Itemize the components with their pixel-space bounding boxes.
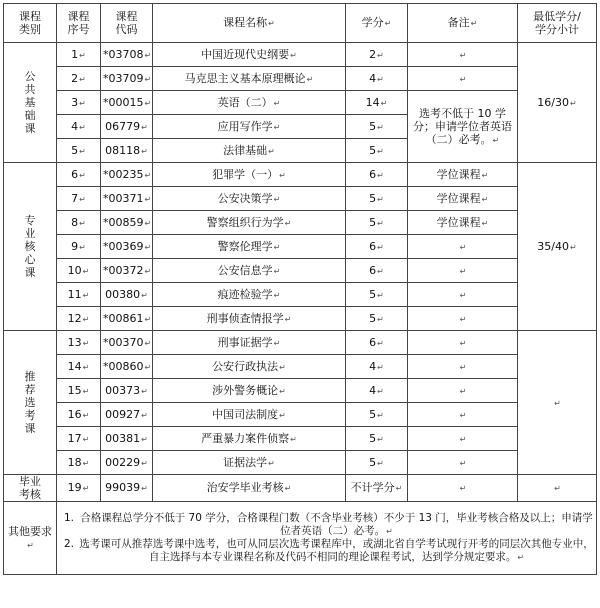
paragraph-mark: ↵ xyxy=(459,290,467,300)
paragraph-mark: ↵ xyxy=(141,410,148,420)
paragraph-mark: ↵ xyxy=(144,266,152,276)
header-note: 备注↵ xyxy=(408,4,518,43)
course-credit: 2↵ xyxy=(346,43,408,67)
paragraph-mark: ↵ xyxy=(273,98,281,108)
course-note xyxy=(408,307,518,331)
course-seq: 5↵ xyxy=(57,139,101,163)
course-credit: 5↵ xyxy=(346,283,408,307)
paragraph-mark: ↵ xyxy=(554,398,561,408)
course-code: *00861↵ xyxy=(101,307,153,331)
course-code: 00380↵ xyxy=(101,283,153,307)
paragraph-mark: ↵ xyxy=(377,314,384,324)
course-name: 公安决策学↵ xyxy=(153,187,346,211)
course-seq: 8↵ xyxy=(57,211,101,235)
course-code: 00381↵ xyxy=(101,427,153,451)
paragraph-mark: ↵ xyxy=(377,218,384,228)
min-credit-summary: 35/40↵ xyxy=(518,163,597,331)
course-code: *00235↵ xyxy=(101,163,153,187)
course-name: 证据法学↵ xyxy=(153,451,346,475)
paragraph-mark: ↵ xyxy=(570,242,577,252)
course-row xyxy=(4,67,597,91)
course-name: 法律基础↵ xyxy=(153,139,346,163)
paragraph-mark: ↵ xyxy=(79,242,86,252)
paragraph-mark: ↵ xyxy=(377,74,384,84)
paragraph-mark: ↵ xyxy=(144,314,152,324)
paragraph-mark: ↵ xyxy=(279,386,286,396)
paragraph-mark: ↵ xyxy=(79,74,86,84)
paragraph-mark: ↵ xyxy=(290,434,297,444)
course-credit: 不计学分↵ xyxy=(346,475,408,502)
paragraph-mark: ↵ xyxy=(273,338,281,348)
course-seq: 6↵ xyxy=(57,163,101,187)
exam-plan-table xyxy=(3,3,597,575)
paragraph-mark: ↵ xyxy=(268,458,275,468)
course-row xyxy=(4,187,597,211)
course-note xyxy=(408,331,518,355)
paragraph-mark: ↵ xyxy=(79,50,86,60)
paragraph-mark: ↵ xyxy=(144,362,152,372)
category-label: 公 共 基 础 课 xyxy=(4,43,57,163)
paragraph-mark: ↵ xyxy=(459,458,467,468)
paragraph-mark: ↵ xyxy=(459,74,467,84)
paragraph-mark: ↵ xyxy=(459,484,467,493)
paragraph-mark: ↵ xyxy=(554,484,561,493)
paragraph-mark: ↵ xyxy=(279,410,286,420)
course-note xyxy=(408,403,518,427)
paragraph-mark: ↵ xyxy=(144,170,152,180)
paragraph-mark: ↵ xyxy=(79,98,86,108)
course-code: *00370↵ xyxy=(101,331,153,355)
course-code: 00229↵ xyxy=(101,451,153,475)
paragraph-mark: ↵ xyxy=(141,458,148,468)
course-row xyxy=(4,91,597,115)
course-credit: 5↵ xyxy=(346,211,408,235)
paragraph-mark: ↵ xyxy=(380,98,388,108)
course-name: 公安行政执法↵ xyxy=(153,355,346,379)
course-note: 学位课程↵ xyxy=(408,187,518,211)
course-credit: 6↵ xyxy=(346,331,408,355)
course-name: 英语（二）↵ xyxy=(153,91,346,115)
course-code: *00369↵ xyxy=(101,235,153,259)
course-note xyxy=(408,235,518,259)
paragraph-mark: ↵ xyxy=(141,146,148,156)
course-name: 涉外警务概论↵ xyxy=(153,379,346,403)
course-credit: 5↵ xyxy=(346,307,408,331)
course-seq: 19↵ xyxy=(57,475,101,502)
paragraph-mark: ↵ xyxy=(492,135,500,145)
course-row xyxy=(4,379,597,403)
paragraph-mark: ↵ xyxy=(141,290,148,300)
paragraph-mark: ↵ xyxy=(395,484,403,493)
header-category: 课程 类别 xyxy=(4,4,57,43)
paragraph-mark: ↵ xyxy=(284,218,292,228)
course-code: *00859↵ xyxy=(101,211,153,235)
course-credit: 5↵ xyxy=(346,427,408,451)
course-row xyxy=(4,43,597,67)
paragraph-mark: ↵ xyxy=(144,98,152,108)
course-code: *00015↵ xyxy=(101,91,153,115)
paragraph-mark: ↵ xyxy=(273,194,281,204)
paragraph-mark: ↵ xyxy=(481,218,489,228)
course-name: 应用写作学↵ xyxy=(153,115,346,139)
paragraph-mark: ↵ xyxy=(377,146,384,156)
course-code: *00860↵ xyxy=(101,355,153,379)
course-note xyxy=(408,379,518,403)
min-credit-summary: 16/30↵ xyxy=(518,43,597,163)
course-credit: 4↵ xyxy=(346,355,408,379)
course-seq: 18↵ xyxy=(57,451,101,475)
paragraph-mark: ↵ xyxy=(273,122,281,132)
course-note: 学位课程↵ xyxy=(408,163,518,187)
paragraph-mark: ↵ xyxy=(377,410,384,420)
course-row xyxy=(4,403,597,427)
paragraph-mark: ↵ xyxy=(82,314,90,324)
course-row xyxy=(4,283,597,307)
course-code: 99039↵ xyxy=(101,475,153,502)
paragraph-mark: ↵ xyxy=(82,266,90,276)
course-row xyxy=(4,163,597,187)
course-row xyxy=(4,355,597,379)
course-credit: 6↵ xyxy=(346,235,408,259)
course-seq: 13↵ xyxy=(57,331,101,355)
paragraph-mark: ↵ xyxy=(377,266,384,276)
paragraph-mark: ↵ xyxy=(290,50,297,60)
course-seq: 7↵ xyxy=(57,187,101,211)
paragraph-mark: ↵ xyxy=(279,362,286,372)
paragraph-mark: ↵ xyxy=(377,194,384,204)
course-seq: 3↵ xyxy=(57,91,101,115)
course-code: 06779↵ xyxy=(101,115,153,139)
course-name: 马克思主义基本原理概论↵ xyxy=(153,67,346,91)
course-credit: 14↵ xyxy=(346,91,408,115)
paragraph-mark: ↵ xyxy=(82,290,90,300)
course-row xyxy=(4,259,597,283)
course-code: 00927↵ xyxy=(101,403,153,427)
paragraph-mark: ↵ xyxy=(377,50,384,60)
header-code: 课程 代码 xyxy=(101,4,153,43)
course-seq: 2↵ xyxy=(57,67,101,91)
paragraph-mark: ↵ xyxy=(377,242,384,252)
course-note xyxy=(408,427,518,451)
course-note xyxy=(408,451,518,475)
paragraph-mark: ↵ xyxy=(459,386,467,396)
paragraph-mark: ↵ xyxy=(459,314,467,324)
course-row xyxy=(4,307,597,331)
course-note xyxy=(408,43,518,67)
paragraph-mark: ↵ xyxy=(273,242,281,252)
paragraph-mark: ↵ xyxy=(481,194,489,204)
requirement-item: 1. 合格课程总学分不低于 70 学分，合格课程门数（不含毕业考核）不少于 13 门，毕业考核合格及以上；申请学位者英语（二）必考。↵ xyxy=(63,512,593,537)
paragraph-mark: ↵ xyxy=(377,122,384,132)
course-credit: 5↵ xyxy=(346,115,408,139)
category-label: 专 业 核 心 课 xyxy=(4,163,57,331)
paragraph-mark: ↵ xyxy=(27,540,34,550)
paragraph-mark: ↵ xyxy=(377,386,384,396)
paragraph-mark: ↵ xyxy=(377,170,384,180)
course-note xyxy=(408,67,518,91)
course-code: *00372↵ xyxy=(101,259,153,283)
course-code: 08118↵ xyxy=(101,139,153,163)
paragraph-mark: ↵ xyxy=(144,74,152,84)
course-seq: 16↵ xyxy=(57,403,101,427)
course-seq: 10↵ xyxy=(57,259,101,283)
course-note: 学位课程↵ xyxy=(408,211,518,235)
course-credit: 5↵ xyxy=(346,187,408,211)
course-credit: 4↵ xyxy=(346,379,408,403)
course-row xyxy=(4,211,597,235)
paragraph-mark: ↵ xyxy=(459,266,467,276)
paragraph-mark: ↵ xyxy=(284,314,292,324)
course-name: 刑事侦查情报学↵ xyxy=(153,307,346,331)
course-seq: 1↵ xyxy=(57,43,101,67)
course-credit: 6↵ xyxy=(346,163,408,187)
paragraph-mark: ↵ xyxy=(459,242,467,252)
course-seq: 12↵ xyxy=(57,307,101,331)
paragraph-mark: ↵ xyxy=(144,50,152,60)
paragraph-mark: ↵ xyxy=(82,458,90,468)
course-credit: 5↵ xyxy=(346,451,408,475)
paragraph-mark: ↵ xyxy=(79,146,86,156)
paragraph-mark: ↵ xyxy=(273,266,281,276)
paragraph-mark: ↵ xyxy=(377,434,384,444)
paragraph-mark: ↵ xyxy=(144,218,152,228)
paragraph-mark: ↵ xyxy=(306,74,314,84)
course-name: 治安学毕业考核↵ xyxy=(153,475,346,502)
paragraph-mark: ↵ xyxy=(459,410,467,420)
course-code: *00371↵ xyxy=(101,187,153,211)
paragraph-mark: ↵ xyxy=(377,362,384,372)
course-name: 痕迹检验学↵ xyxy=(153,283,346,307)
course-row xyxy=(4,331,597,355)
paragraph-mark: ↵ xyxy=(141,386,148,396)
course-note xyxy=(408,475,518,502)
paragraph-mark: ↵ xyxy=(279,170,286,180)
course-seq: 15↵ xyxy=(57,379,101,403)
paragraph-mark: ↵ xyxy=(459,338,467,348)
min-credit-summary xyxy=(518,331,597,475)
paragraph-mark: ↵ xyxy=(459,434,467,444)
course-code: *03709↵ xyxy=(101,67,153,91)
paragraph-mark: ↵ xyxy=(79,194,86,204)
requirement-item: 2. 选考课可从推荐选考课中选考，也可从同层次选考课程库中，或湖北省自学考试现行开考的同层次其他专业中，自主选择与本专业课程名称及代码不相同的理论课程考试，达到学分规定要求。↵ xyxy=(63,538,594,563)
header-name: 课程名称↵ xyxy=(153,4,346,43)
course-seq: 4↵ xyxy=(57,115,101,139)
header-row xyxy=(4,4,597,43)
paragraph-mark: ↵ xyxy=(79,170,86,180)
header-seq: 课程 序号 xyxy=(57,4,101,43)
course-row xyxy=(4,427,597,451)
paragraph-mark: ↵ xyxy=(141,434,148,444)
requirements-row xyxy=(4,502,597,575)
paragraph-mark: ↵ xyxy=(82,386,90,396)
paragraph-mark: ↵ xyxy=(377,338,384,348)
header-min-credit: 最低学分/ 学分小计 xyxy=(518,4,597,43)
course-name: 犯罪学（一）↵ xyxy=(153,163,346,187)
paragraph-mark: ↵ xyxy=(141,484,148,493)
course-name: 警察组织行为学↵ xyxy=(153,211,346,235)
course-seq: 11↵ xyxy=(57,283,101,307)
course-row xyxy=(4,451,597,475)
course-seq: 9↵ xyxy=(57,235,101,259)
course-name: 公安信息学↵ xyxy=(153,259,346,283)
course-note xyxy=(408,283,518,307)
paragraph-mark: ↵ xyxy=(268,146,275,156)
course-name: 中国司法制度↵ xyxy=(153,403,346,427)
requirements-text xyxy=(57,502,597,575)
category-label: 推 荐 选 考 课 xyxy=(4,331,57,475)
paragraph-mark: ↵ xyxy=(82,362,90,372)
course-credit: 5↵ xyxy=(346,403,408,427)
paragraph-mark: ↵ xyxy=(79,218,86,228)
paragraph-mark: ↵ xyxy=(82,410,90,420)
group-note: 选考不低于 10 学分；申请学位者英语（二）必考。↵ xyxy=(408,91,518,163)
course-credit: 5↵ xyxy=(346,139,408,163)
paragraph-mark: ↵ xyxy=(82,434,90,444)
course-row xyxy=(4,235,597,259)
paragraph-mark: ↵ xyxy=(141,122,148,132)
course-name: 刑事证据学↵ xyxy=(153,331,346,355)
course-name: 警察伦理学↵ xyxy=(153,235,346,259)
course-code: 00373↵ xyxy=(101,379,153,403)
graduation-label: 毕业 考核 xyxy=(4,475,57,502)
paragraph-mark: ↵ xyxy=(144,338,152,348)
paragraph-mark: ↵ xyxy=(144,242,152,252)
paragraph-mark: ↵ xyxy=(570,98,577,108)
paragraph-mark: ↵ xyxy=(377,458,384,468)
course-seq: 17↵ xyxy=(57,427,101,451)
paragraph-mark: ↵ xyxy=(459,362,467,372)
paragraph-mark: ↵ xyxy=(459,50,467,60)
paragraph-mark: ↵ xyxy=(82,338,90,348)
course-note xyxy=(408,355,518,379)
paragraph-mark: ↵ xyxy=(144,194,152,204)
paragraph-mark: ↵ xyxy=(481,170,489,180)
graduation-row xyxy=(4,475,597,502)
header-credit: 学分↵ xyxy=(346,4,408,43)
paragraph-mark: ↵ xyxy=(79,122,86,132)
paragraph-mark: ↵ xyxy=(284,484,292,493)
course-name: 严重暴力案件侦察↵ xyxy=(153,427,346,451)
paragraph-mark: ↵ xyxy=(273,290,281,300)
course-name: 中国近现代史纲要↵ xyxy=(153,43,346,67)
paragraph-mark: ↵ xyxy=(377,290,384,300)
min-credit-summary xyxy=(518,475,597,502)
course-credit: 4↵ xyxy=(346,67,408,91)
course-code: *03708↵ xyxy=(101,43,153,67)
course-credit: 6↵ xyxy=(346,259,408,283)
course-note xyxy=(408,259,518,283)
paragraph-mark: ↵ xyxy=(82,484,90,493)
course-seq: 14↵ xyxy=(57,355,101,379)
requirements-label: 其他要求↵ xyxy=(4,502,57,575)
